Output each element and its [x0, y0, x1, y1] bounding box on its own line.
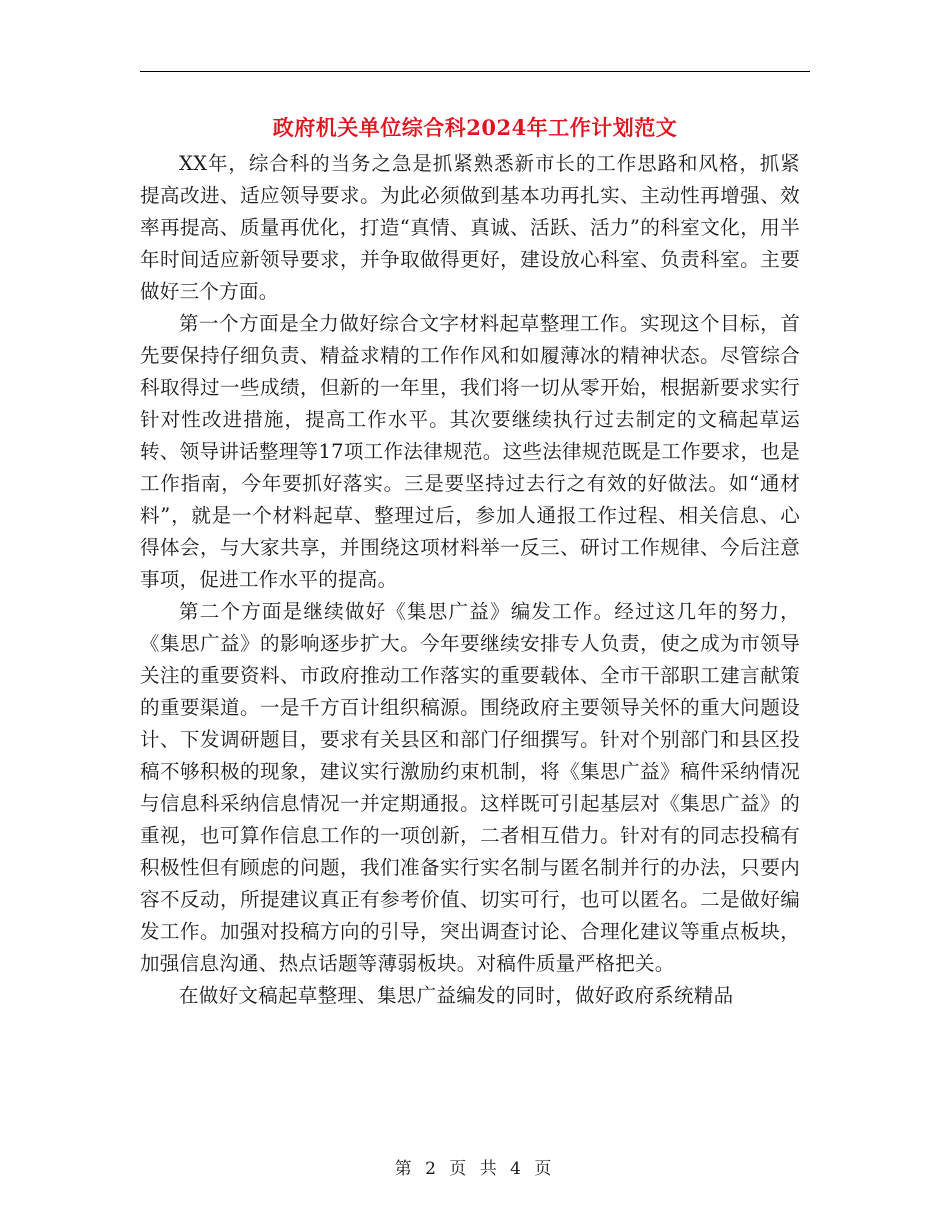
paragraph-intro: XX年，综合科的当务之急是抓紧熟悉新市长的工作思路和风格，抓紧提高改进、适应领导要求。为此必须做到基本功再扎实、主动性再增强、效率再提高、质量再优化，打造“真情、真诚、活跃、活力”的科室文化，用半年时间适应新领导要求，并争取做得更好，建设放心科室、负责科室。主要做好三个方面。: [140, 152, 800, 303]
paragraph-aspect-one: 第一个方面是全力做好综合文字材料起草整理工作。实现这个目标，首先要保持仔细负责、精益求精的工作作风和如履薄冰的精神状态。尽管综合科取得过一些成绩，但新的一年里，我们将一切从零开始，根据新要求实行针对性改进措施，提高工作水平。其次要继续执行过去制定的文稿起草运转、领导讲话整理等17项工作法律规范。这些法律规范既是工作要求，也是工作指南，今年要抓好落实。三是要坚持过去行之有效的好做法。如“通材料”，就是一个材料起草、整理过后，参加人通报工作过程、相关信息、心得体会，与大家共享，并围绕这项材料举一反三、研讨工作规律、今后注意事项，促进工作水平的提高。: [140, 312, 800, 591]
document-body: [140, 148, 800, 1012]
document-title: 政府机关单位综合科2024年工作计划范文: [272, 115, 678, 140]
page-number-footer: 第 2 页 共 4 页: [394, 1159, 556, 1179]
paragraph-continued: 在做好文稿起草整理、集思广益编发的同时，做好政府系统精品: [179, 984, 734, 1007]
paragraph-aspect-two: 第二个方面是继续做好《集思广益》编发工作。经过这几年的努力，《集思广益》的影响逐步扩大。今年要继续安排专人负责，使之成为市领导关注的重要资料、市政府推动工作落实的重要载体、全市干部职工建言献策的重要渠道。一是千方百计组织稿源。围绕政府主要领导关怀的重大问题设计、下发调研题目，要求有关县区和部门仔细撰写。针对个别部门和县区投稿不够积极的现象，建议实行激励约束机制，将《集思广益》稿件采纳情况与信息科采纳信息情况一并定期通报。这样既可引起基层对《集思广益》的重视，也可算作信息工作的一项创新，二者相互借力。针对有的同志投稿有积极性但有顾虑的问题，我们准备实行实名制与匿名制并行的办法，只要内容不反动，所提建议真正有参考价值、切实可行，也可以匿名。二是做好编发工作。加强对投稿方向的引导，突出调查讨论、合理化建议等重点板块，加强信息沟通、热点话题等薄弱板块。对稿件质量严格把关。: [140, 600, 800, 975]
header-rule: [140, 71, 810, 72]
